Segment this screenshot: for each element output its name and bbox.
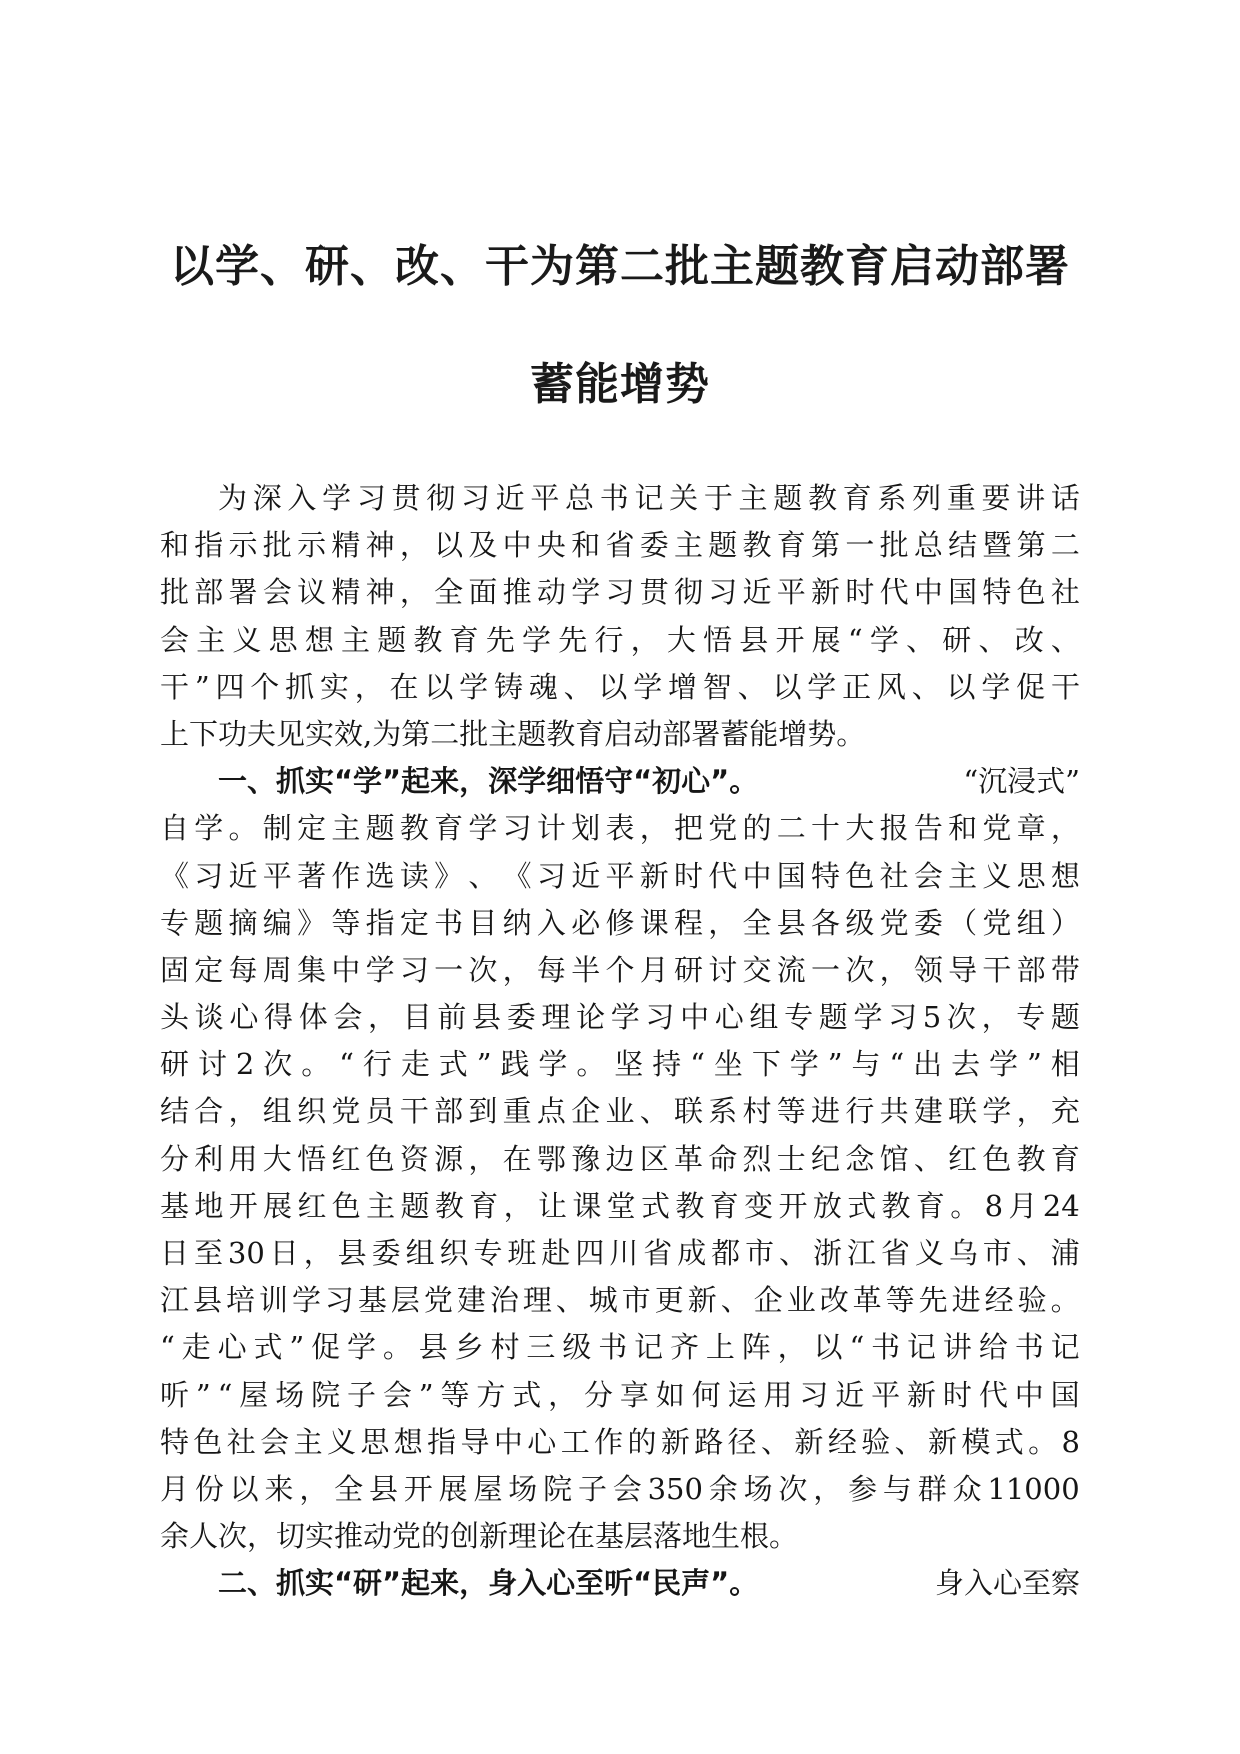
document-title-line-1: 以学、研、改、干为第二批主题教育启动部署 (170, 241, 1070, 292)
text-line: 专 题 摘 编 》 等 指 定 书 目 纳 入 必 修 课 程 ， 全 县 各 级 党 委 （ 党 组 ） (160, 905, 1080, 940)
text-line: 自 学 。 制 定 主 题 教 育 学 习 计 划 表 ， 把 党 的 二 十 大 报 告 和 党 章 ， (160, 811, 1080, 846)
text-line: 江 县 培 训 学 习 基 层 党 建 治 理 、 城 市 更 新 、 企 业 改 革 等 先 进 经 验 。 (160, 1283, 1080, 1318)
section-heading-text: 二、抓实“研”起来，身入心至听“民声”。 (218, 1566, 759, 1601)
text-line: 日 至 30 日 ， 县 委 组 织 专 班 赴 四 川 省 成 都 市 、 浙 江 省 义 乌 市 、 浦 (160, 1236, 1080, 1270)
section-heading-continuation: “沉浸式” (963, 764, 1080, 799)
text-line: “ 走 心 式 ” 促 学 。 县 乡 村 三 级 书 记 齐 上 阵 ， 以 “ 书 记 讲 给 书 记 (160, 1330, 1080, 1365)
text-line: 分 利 用 大 悟 红 色 资 源 ， 在 鄂 豫 边 区 革 命 烈 士 纪 念 馆 、 红 色 教 育 (160, 1141, 1080, 1176)
section-heading-1 (160, 758, 1080, 805)
text-line: 头 谈 心 得 体 会 ， 目 前 县 委 理 论 学 习 中 心 组 专 题 学 习 5 次 ， 专 题 (160, 1000, 1080, 1035)
text-line: 会 主 义 思 想 主 题 教 育 先 学 先 行 ， 大 悟 县 开 展 “ 学 、 研 、 改 、 (160, 622, 1080, 657)
section-heading-2 (160, 1560, 1080, 1607)
text-line: 上下功夫见实效,为第二批主题教育启动部署蓄能增势。 (160, 716, 866, 751)
text-line: 《 习 近 平 著 作 选 读 》 、 《 习 近 平 新 时 代 中 国 特 色 社 会 主 义 思 想 (160, 858, 1080, 893)
text-line: 月 份 以 来 ， 全 县 开 展 屋 场 院 子 会 350 余 场 次 ， 参 与 群 众 11000 (160, 1471, 1080, 1506)
text-line: 和 指 示 批 示 精 神 ， 以 及 中 央 和 省 委 主 题 教 育 第 一 批 总 结 暨 第 二 (160, 528, 1080, 563)
document-body (160, 475, 1080, 1608)
text-line: 结 合 ， 组 织 党 员 干 部 到 重 点 企 业 、 联 系 村 等 进 行 共 建 联 学 ， 充 (160, 1094, 1080, 1129)
text-line: 余人次，切实推动党的创新理论在基层落地生根。 (160, 1519, 799, 1554)
document-title-line-2: 蓄能增势 (530, 359, 710, 410)
text-line: 研 讨 2 次 。 “ 行 走 式 ” 践 学 。 坚 持 “ 坐 下 学 ” 与 “ 出 去 学 ” 相 (160, 1047, 1080, 1082)
section-heading-text: 一、抓实“学”起来，深学细悟守“初心”。 (218, 764, 759, 799)
text-line: 批 部 署 会 议 精 神 ， 全 面 推 动 学 习 贯 彻 习 近 平 新 时 代 中 国 特 色 社 (160, 575, 1080, 610)
section-heading-continuation: 身入心至察 (934, 1566, 1080, 1601)
text-line: 为 深 入 学 习 贯 彻 习 近 平 总 书 记 关 于 主 题 教 育 系 列 重 要 讲 话 (218, 481, 1080, 515)
text-line: 固 定 每 周 集 中 学 习 一 次 ， 每 半 个 月 研 讨 交 流 一 次 ， 领 导 干 部 带 (160, 952, 1080, 987)
text-line: 基 地 开 展 红 色 主 题 教 育 ， 让 课 堂 式 教 育 变 开 放 式 教 育 。 8 月 24 (160, 1188, 1080, 1223)
text-line: 听 ” “ 屋 场 院 子 会 ” 等 方 式 ， 分 享 如 何 运 用 习 近 平 新 时 代 中 国 (160, 1377, 1080, 1412)
text-line: 干 ” 四 个 抓 实 ， 在 以 学 铸 魂 、 以 学 增 智 、 以 学 正 风 、 以 学 促 干 (160, 669, 1080, 704)
text-line: 特 色 社 会 主 义 思 想 指 导 中 心 工 作 的 新 路 径 、 新 经 验 、 新 模 式 。 8 (160, 1424, 1080, 1459)
